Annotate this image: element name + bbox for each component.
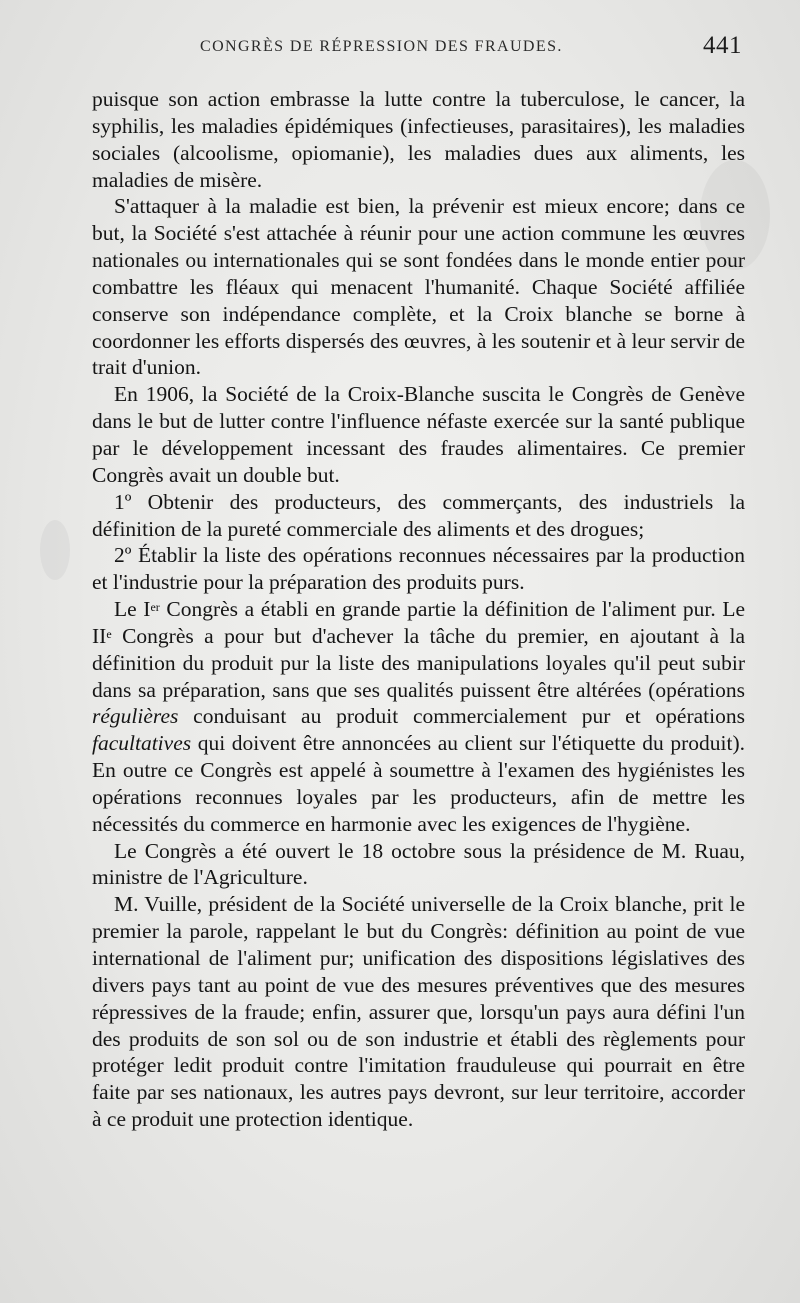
list-item-paragraph: 1º Obtenir des producteurs, des commerçants, des industriels la définition de la pureté commerciale des aliments et des drogues; xyxy=(92,489,745,541)
italic-term: régulières xyxy=(92,704,179,729)
running-header xyxy=(0,32,800,78)
text-run: Congrès a pour but d'achever la tâche du premier, en ajoutant à la définition du produit pur la liste des manipulations loyales qu'il peut subir dans sa préparation, sans que ses qualités puissent être altérées (opérations xyxy=(92,623,745,702)
paper-stain xyxy=(40,520,70,580)
paragraph: S'attaquer à la maladie est bien, la prévenir est mieux encore; dans ce but, la Société s'est attachée à réunir pour une action commune les œuvres nationales ou internationales qui se sont fondées dans le monde entier pour combattre les fléaux qui menacent l'humanité. Chaque Société affiliée conserve son indépendance complète, et la Croix blanche se borne à coordonner les efforts dispersés des œuvres, à les soutenir et à leur servir de trait d'union. xyxy=(92,194,745,380)
text-run: Congrès a établi en grande partie la définition de l'aliment pur. Le II xyxy=(92,597,745,648)
text-run: qui doivent être annoncées au client sur l'étiquette du produit). En outre ce Congrès est appelé à soumettre à l'examen des hygiénistes les opérations reconnues loyales par les producteurs, afin de mettre les nécessités du commerce en harmonie avec les exigences de l'hygiène. xyxy=(92,731,745,836)
paragraph: puisque son action embrasse la lutte contre la tuberculose, le cancer, la syphilis, les maladies épidémiques (infectieuses, parasitaires), les maladies sociales (alcoolisme, opiomanie), les maladies dues aux aliments, les maladies de misère. xyxy=(92,87,745,192)
page-number: 441 xyxy=(703,32,742,59)
superscript: er xyxy=(150,600,160,615)
body-text xyxy=(92,86,745,1133)
list-item-paragraph: 2º Établir la liste des opérations reconnues nécessaires par la production et l'industrie pour la préparation des produits purs. xyxy=(92,543,745,595)
text-run: Le I xyxy=(114,597,151,622)
text-run: conduisant au produit commercialement pur et opérations xyxy=(178,704,745,729)
paragraph: Le Congrès a été ouvert le 18 octobre sous la présidence de M. Ruau, ministre de l'Agriculture. xyxy=(92,838,745,890)
italic-term: facultatives xyxy=(92,731,192,756)
paragraph: M. Vuille, président de la Société universelle de la Croix blanche, prit le premier la parole, rappelant le but du Congrès: définition au point de vue international de l'aliment pur; unification des dispositions législatives des divers pays tant au point de vue des mesures préventives que des mesures répressives de la fraude; enfin, assurer que, lorsqu'un pays aura défini l'un des produits de son sol ou de son industrie et établi des règlements pour protéger ledit produit contre l'imitation frauduleuse qui pourrait en être faite par ses nationaux, les autres pays devront, sur leur territoire, accorder à ce produit une protection identique. xyxy=(92,892,745,1132)
paragraph: En 1906, la Société de la Croix-Blanche suscita le Congrès de Genève dans le but de lutter contre l'influence néfaste exercée sur la santé publique par le développement incessant des fraudes alimentaires. Ce premier Congrès avait un double but. xyxy=(92,382,745,487)
superscript: e xyxy=(106,626,112,641)
running-title: CONGRÈS DE RÉPRESSION DES FRAUDES. xyxy=(200,38,563,55)
paragraph xyxy=(92,596,745,838)
